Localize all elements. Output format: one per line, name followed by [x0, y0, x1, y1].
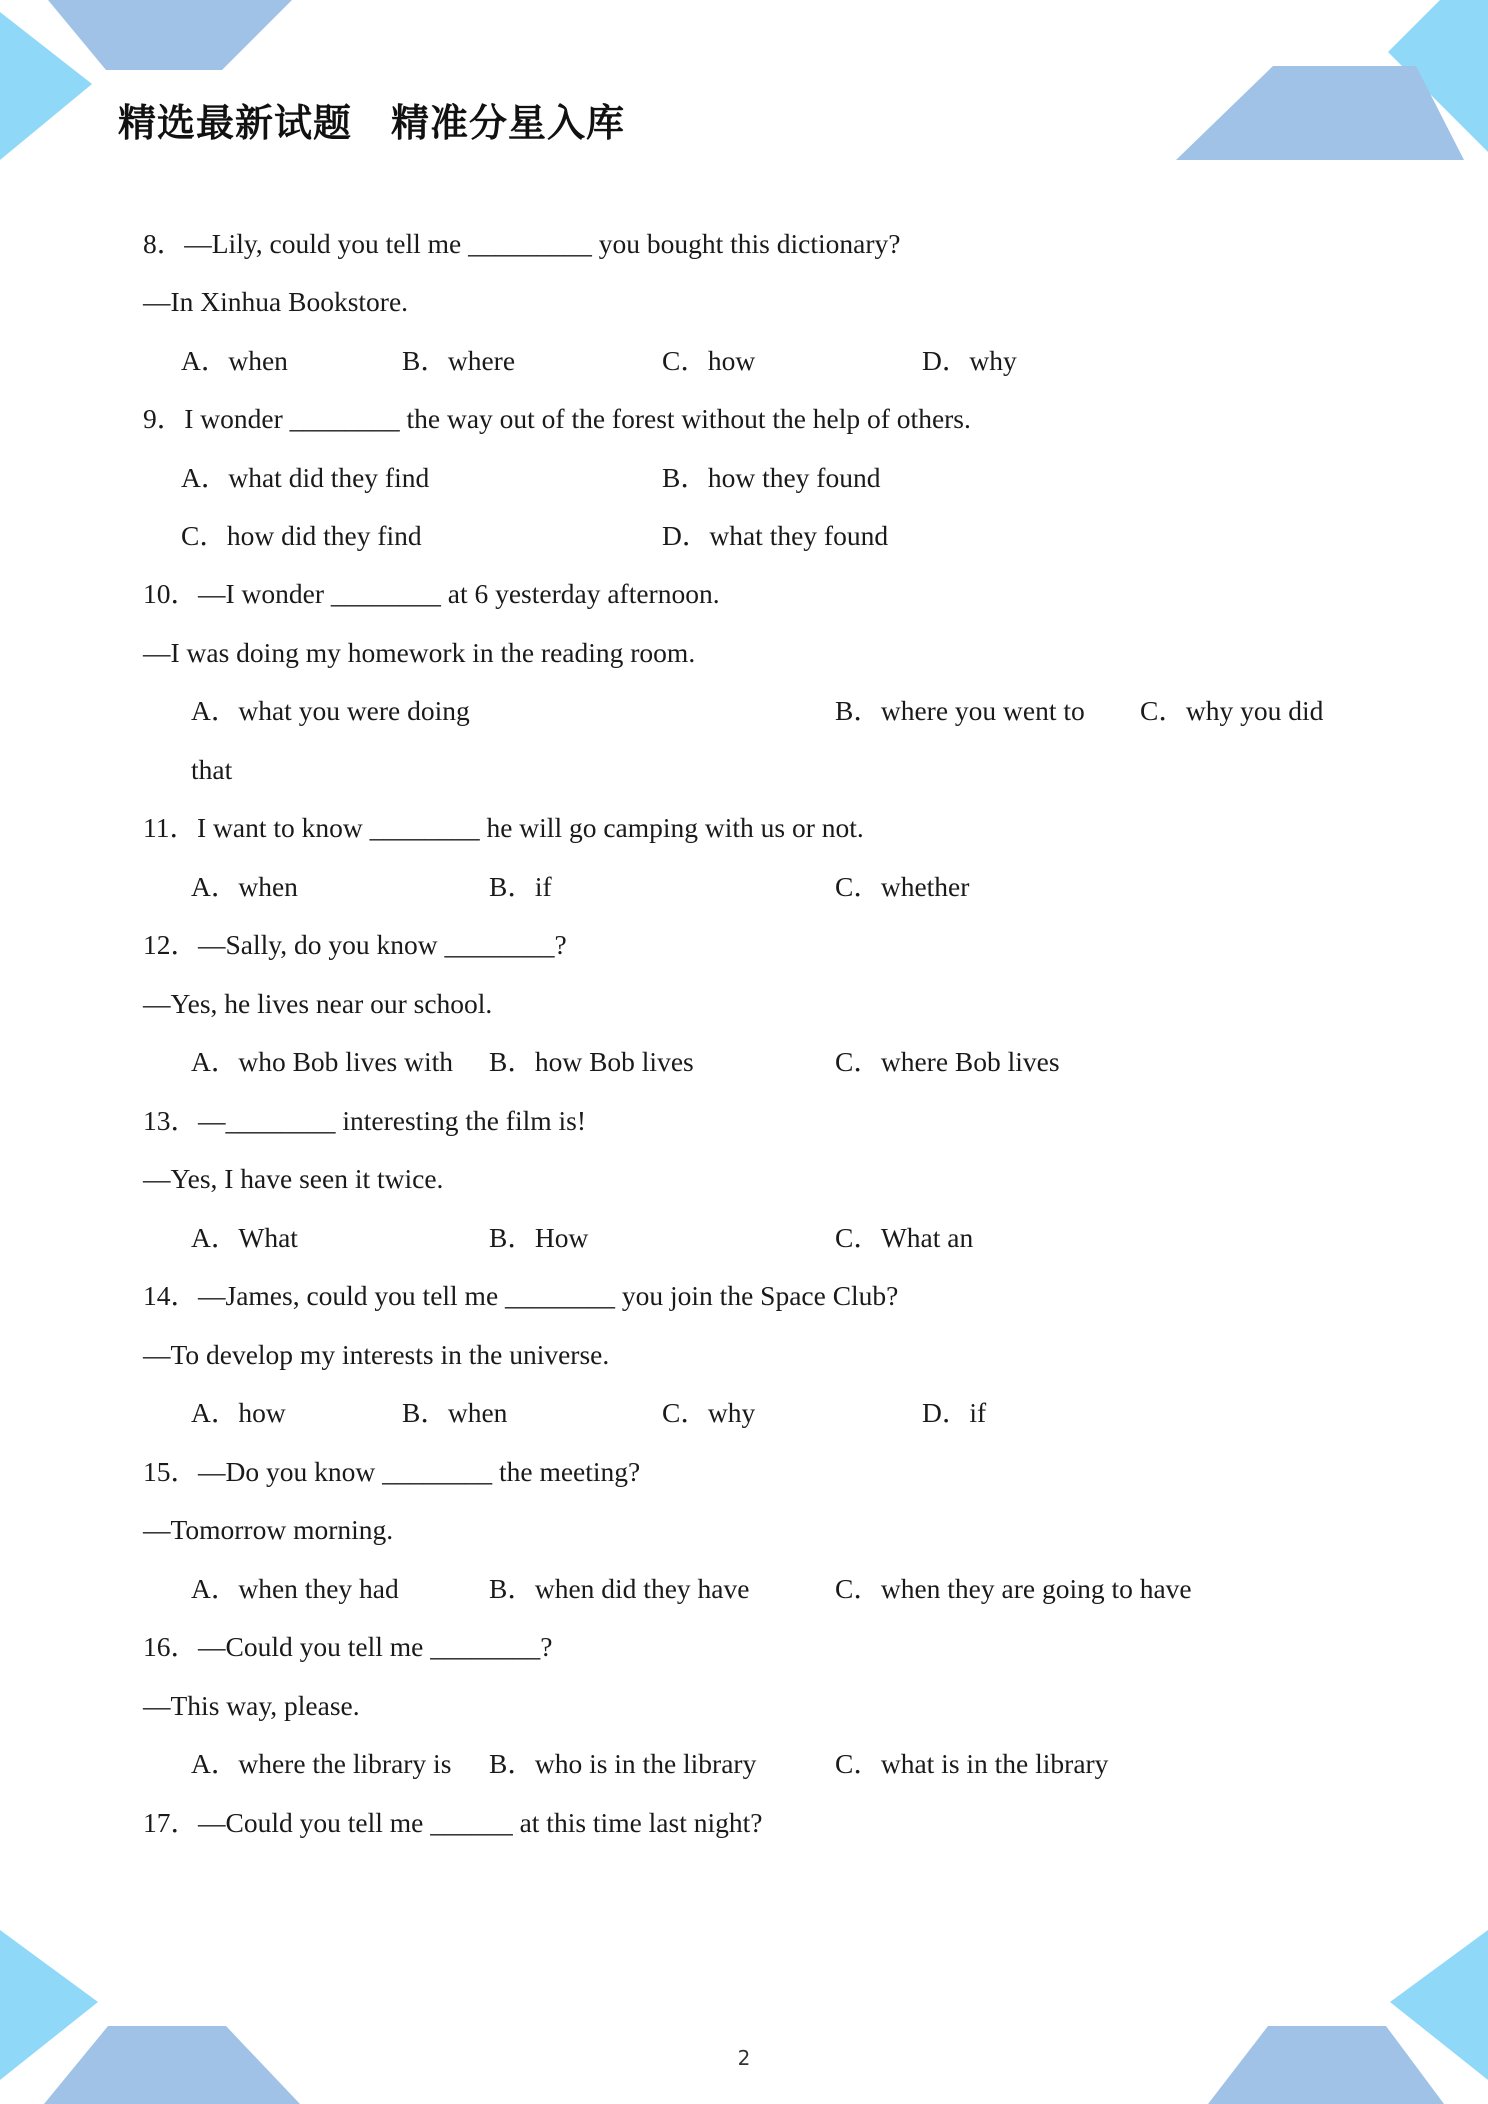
bottom-right-corner-decoration	[1168, 1930, 1488, 2104]
question-stem: 15．—Do you know ________ the meeting?	[143, 1456, 641, 1487]
option-b: B．How	[489, 1222, 589, 1253]
option-c: C．why	[662, 1397, 756, 1428]
option-b: B．where you went to	[835, 695, 1085, 726]
option-c: C．where Bob lives	[835, 1046, 1060, 1077]
option-a: A．where the library is	[191, 1748, 452, 1779]
option-c: C．why you did	[1140, 695, 1324, 726]
option-b: B．if	[489, 871, 552, 902]
option-b: B．how they found	[662, 462, 881, 493]
option-d: D．if	[922, 1397, 987, 1428]
option-b: B．when	[402, 1397, 508, 1428]
top-right-corner-decoration	[1168, 0, 1488, 170]
option-c: C．whether	[835, 871, 970, 902]
option-c-continued: that	[191, 754, 233, 785]
question-stem: 10．—I wonder ________ at 6 yesterday afternoon.	[143, 578, 720, 609]
question-stem: 11．I want to know ________ he will go camping with us or not.	[143, 812, 864, 843]
question-stem: 14．—James, could you tell me ________ you join the Space Club?	[143, 1280, 899, 1311]
question-reply: —Tomorrow morning.	[143, 1514, 394, 1545]
question-reply: —I was doing my homework in the reading room.	[143, 637, 696, 668]
option-c: C．when they are going to have	[835, 1573, 1192, 1604]
question-reply: —In Xinhua Bookstore.	[143, 286, 409, 317]
question-stem: 17．—Could you tell me ______ at this time last night?	[143, 1807, 763, 1838]
option-c: C．What an	[835, 1222, 974, 1253]
option-a: A．what you were doing	[191, 695, 470, 726]
page-number: 2	[737, 2046, 751, 2070]
option-b: B．where	[402, 345, 516, 376]
option-a: A．when	[191, 871, 298, 902]
question-stem: 9．I wonder ________ the way out of the forest without the help of others.	[143, 403, 971, 434]
question-reply: —To develop my interests in the universe.	[143, 1339, 610, 1370]
question-stem: 12．—Sally, do you know ________?	[143, 929, 567, 960]
option-a: A．how	[191, 1397, 286, 1428]
option-a: A．What	[191, 1222, 298, 1253]
question-stem: 8．—Lily, could you tell me _________ you bought this dictionary?	[143, 228, 901, 259]
question-reply: —Yes, I have seen it twice.	[143, 1163, 444, 1194]
option-b: B．how Bob lives	[489, 1046, 694, 1077]
option-a: A．what did they find	[181, 462, 430, 493]
option-a: A．who Bob lives with	[191, 1046, 454, 1077]
option-a: A．when they had	[191, 1573, 399, 1604]
option-d: D．what they found	[662, 520, 889, 551]
corner-trapezoid-blue	[48, 0, 292, 70]
option-b: B．who is in the library	[489, 1748, 757, 1779]
page-header-title: 精选最新试题 精准分星入库	[118, 101, 626, 145]
corner-trapezoid-blue	[1176, 66, 1464, 160]
question-reply: —Yes, he lives near our school.	[143, 988, 493, 1019]
option-c: C．how did they find	[181, 520, 422, 551]
question-stem: 13．—________ interesting the film is!	[143, 1105, 587, 1136]
option-a: A．when	[181, 345, 288, 376]
question-reply: —This way, please.	[143, 1690, 360, 1721]
bottom-left-corner-decoration	[0, 1930, 320, 2104]
question-stem: 16．—Could you tell me ________?	[143, 1631, 553, 1662]
option-d: D．why	[922, 345, 1017, 376]
option-c: C．what is in the library	[835, 1748, 1109, 1779]
option-b: B．when did they have	[489, 1573, 750, 1604]
option-c: C．how	[662, 345, 756, 376]
